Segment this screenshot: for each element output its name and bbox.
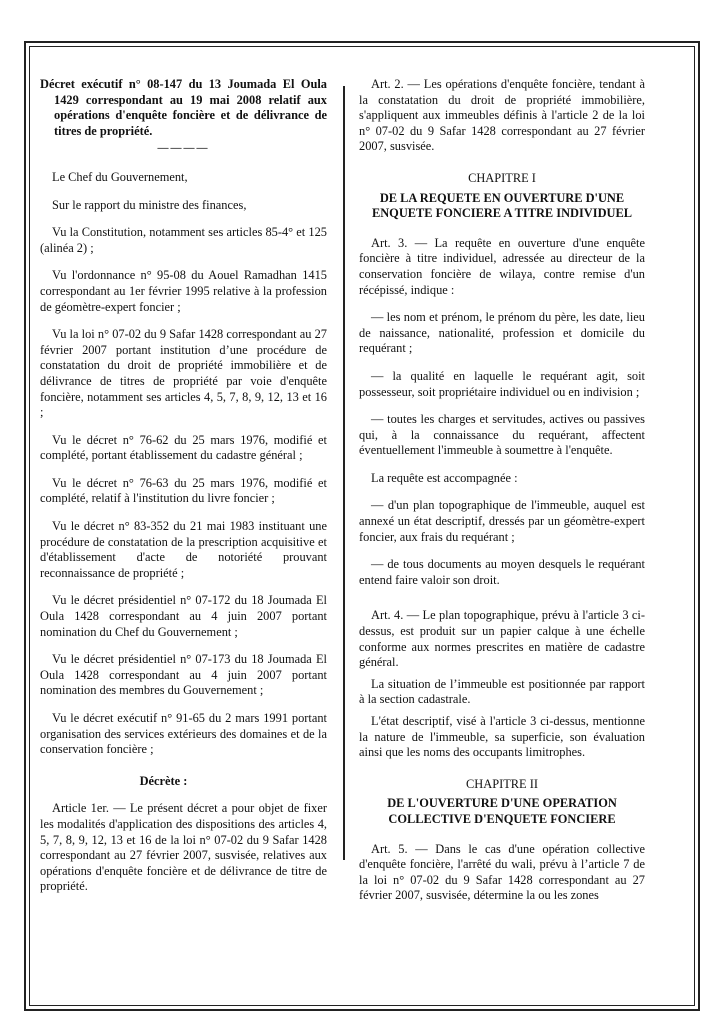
- list-item: — de tous documents au moyen desquels le requérant entend faire valoir son droit.: [359, 557, 645, 587]
- decree-title: Décret exécutif n° 08-147 du 13 Joumada El Oula 1429 correspondant au 19 mai 2008 relatif aux opérations d'enquête foncière et de délivrance de titres de propriété.: [40, 77, 327, 138]
- article-4: Art. 4. — Le plan topographique, prévu à l'article 3 ci-dessus, est produit sur un papier calque à une échelle conforme aux normes prescrites en matière de cadastre général.: [359, 608, 645, 670]
- paragraph: Vu la Constitution, notamment ses articles 85-4° et 125 (alinéa 2) ;: [40, 225, 327, 255]
- article-2: Art. 2. — Les opérations d'enquête foncière, tendant à la constatation du droit de propriété immobilière, s'appliquent aux immeubles définis à l'article 2 de la loi n° 07-02 du 9 Safar 1428 correspondant au 27 février 2007, susvisée.: [359, 77, 645, 154]
- list-item: — toutes les charges et servitudes, actives ou passives qui, à la connaissance du requérant, affectent éventuellement l'immeuble à soumettre à l'enquête.: [359, 412, 645, 458]
- chapter-1-label: CHAPITRE I: [468, 170, 536, 185]
- list-item: — les nom et prénom, le prénom du père, les date, lieu de naissance, nationalité, profession et domicile du requérant ;: [359, 310, 645, 356]
- paragraph: Vu le décret n° 83-352 du 21 mai 1983 instituant une procédure de constatation de la prescription acquisitive et d'établissement d'acte de notoriété prouvant reconnaissance de propriété ;: [40, 519, 327, 580]
- chapter-2-label: CHAPITRE II: [466, 776, 538, 791]
- list-item: — la qualité en laquelle le requérant agit, soit possesseur, soit propriétaire individuel ou en indivision ;: [359, 368, 645, 399]
- decrete-heading: Décrète :: [139, 773, 188, 788]
- chapter-2-title: DE L'OUVERTURE D'UNE OPERATION COLLECTIVE D'ENQUETE FONCIERE: [387, 796, 617, 826]
- accompanied-intro: La requête est accompagnée :: [371, 470, 518, 485]
- paragraph: L'état descriptif, visé à l'article 3 ci-dessus, mentionne la nature de l'immeuble, sa superficie, son évaluation ainsi que les noms des occupants limitrophes.: [359, 714, 645, 760]
- paragraph: Vu le décret n° 76-63 du 25 mars 1976, modifié et complété, relatif à l'institution du livre foncier ;: [40, 475, 327, 506]
- paragraph: Vu le décret présidentiel n° 07-173 du 18 Joumada El Oula 1428 correspondant au 4 juin 2007 portant nomination des membres du Gouvernement ;: [40, 652, 327, 698]
- paragraph: Vu le décret n° 76-62 du 25 mars 1976, modifié et complété, portant établissement du cadastre général ;: [40, 432, 327, 463]
- paragraph: Vu la loi n° 07-02 du 9 Safar 1428 correspondant au 27 février 2007 portant institution d’une procédure de constatation du droit de propriété immobilière et de délivrance de titres de propriété par voie d'enquête foncière, notamment ses articles 4, 5, 7, 8, 9, 12, 13 et 16 ;: [40, 327, 327, 420]
- chapter-1-title: DE LA REQUETE EN OUVERTURE D'UNE ENQUETE FONCIERE A TITRE INDIVIDUEL: [371, 190, 633, 221]
- paragraph: Vu le décret présidentiel n° 07-172 du 18 Joumada El Oula 1428 correspondant au 4 juin 2007 portant nomination du Chef du Gouvernement ;: [40, 593, 327, 639]
- list-item: — d'un plan topographique de l'immeuble, auquel est annexé un état descriptif, dressés par un géomètre-expert foncier, aux frais du requérant ;: [359, 498, 645, 544]
- paragraph: Vu l'ordonnance n° 95-08 du Aouel Ramadhan 1415 correspondant au 1er février 1995 relative à la profession de géomètre-expert foncier ;: [40, 268, 327, 314]
- title-separator: ————: [157, 142, 210, 155]
- article-3: Art. 3. — La requête en ouverture d'une enquête foncière à titre individuel, adressée au directeur de la conservation foncière de wilaya, contre remise d'un récépissé, indique :: [359, 235, 645, 297]
- paragraph: Le Chef du Gouvernement,: [52, 169, 188, 184]
- article-1: Article 1er. — Le présent décret a pour objet de fixer les modalités d'application des dispositions des articles 4, 5, 7, 8, 9, 12, 13 et 16 de la loi n° 07-02 du 9 Safar 1428 correspondant au 27 février 2007, susvisée, relatives aux opérations d'enquête foncière et de délivrance de titre de propriété.: [40, 801, 327, 894]
- left-column: [40, 77, 327, 907]
- right-column: [359, 77, 645, 916]
- article-5: Art. 5. — Dans le cas d'une opération collective d'enquête foncière, l'arrêté du wali, prévu à l’article 7 de la loi n° 07-02 du 9 Safar 1428 correspondant au 27 février 2007, susvisée, détermine la ou les zones: [359, 841, 645, 903]
- column-divider: [343, 86, 345, 860]
- paragraph: Vu le décret exécutif n° 91-65 du 2 mars 1991 portant organisation des services extérieurs des domaines et de la conservation foncière ;: [40, 711, 327, 757]
- paragraph: Sur le rapport du ministre des finances,: [52, 197, 247, 212]
- paragraph: La situation de l’immeuble est positionnée par rapport à la section cadastrale.: [359, 676, 645, 707]
